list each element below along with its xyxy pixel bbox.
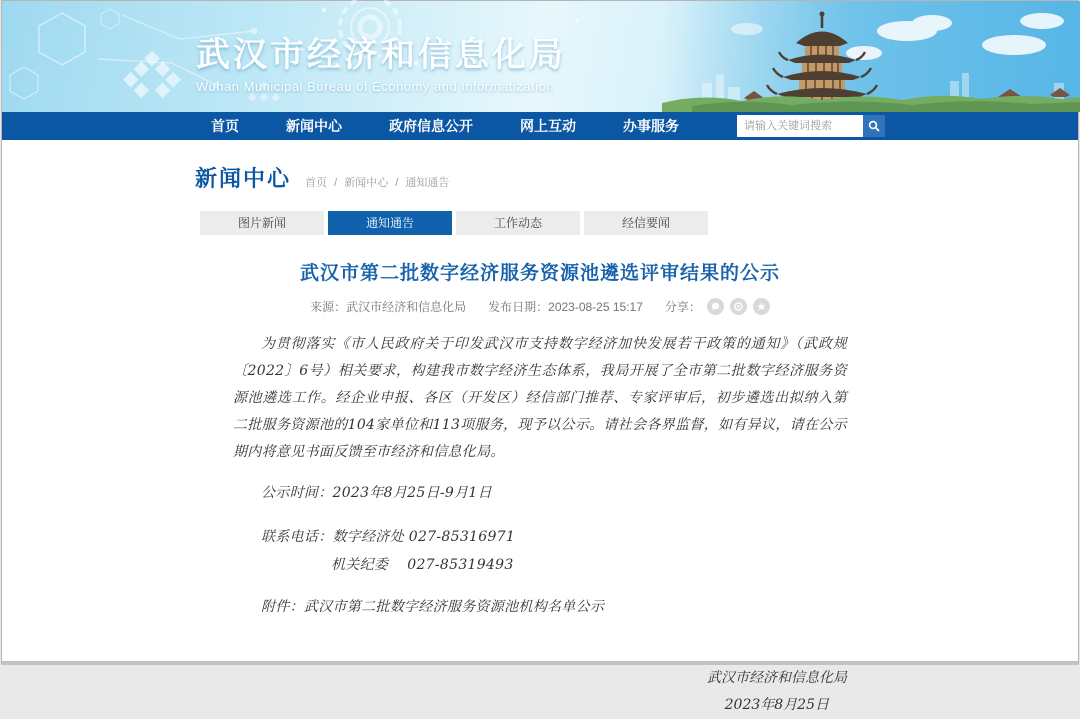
article-paragraph-phone2: 机关纪委 027-85319493 — [331, 557, 514, 573]
attachment-link[interactable]: 武汉市第二批数字经济服务资源池机构名单公示 — [303, 599, 605, 615]
meta-source — [310, 298, 466, 315]
tab-work-dynamics[interactable]: 工作动态 — [456, 211, 580, 235]
nav-item-news-center[interactable]: 新闻中心 — [286, 118, 342, 134]
search-icon — [868, 120, 880, 132]
share-chat-icon[interactable] — [707, 298, 724, 315]
page — [1, 0, 1079, 713]
tab-notice-announcement[interactable]: 通知通告 — [328, 211, 452, 235]
search-input[interactable] — [737, 115, 863, 137]
signature-org: 武汉市经济和信息化局 — [707, 670, 847, 686]
breadcrumb-separator: / — [395, 177, 399, 189]
breadcrumb-notices[interactable]: 通知通告 — [405, 177, 450, 189]
breadcrumb — [305, 174, 449, 190]
source-value: 武汉市经济和信息化局 — [346, 300, 467, 314]
nav-item-gov-info[interactable]: 政府信息公开 — [389, 118, 473, 134]
breadcrumb-separator: / — [334, 177, 338, 189]
tab-jingxin-news[interactable]: 经信要闻 — [584, 211, 708, 235]
section-header — [195, 162, 885, 193]
breadcrumb-news-center[interactable]: 新闻中心 — [344, 177, 389, 189]
article-title: 武汉市第二批数字经济服务资源池遴选评审结果的公示 — [299, 263, 780, 284]
share-circle-icon[interactable] — [730, 298, 747, 315]
nav-item-home[interactable]: 首页 — [211, 118, 239, 134]
share-star-icon[interactable] — [753, 298, 770, 315]
search-button[interactable] — [863, 115, 885, 137]
nav-item-services[interactable]: 办事服务 — [623, 118, 679, 134]
site-subtitle: Wuhan Municipal Bureau of Economy and Informatization — [196, 79, 554, 94]
attachment-label: 附件： — [261, 599, 304, 615]
navbar-inner — [195, 112, 885, 140]
article-paragraph-public-time: 公示时间：2023年8月25日-9月1日 — [261, 485, 492, 501]
article-paragraph-phone1: 联系电话：数字经济处 027-85316971 — [261, 529, 516, 545]
meta-share — [665, 298, 770, 315]
article-paragraph-attachment — [233, 594, 847, 621]
source-label: 来源： — [310, 300, 347, 314]
tab-photo-news[interactable]: 图片新闻 — [200, 211, 324, 235]
article-body — [195, 331, 885, 719]
meta-date — [488, 298, 643, 315]
nav-item-online-interaction[interactable]: 网上互动 — [520, 118, 576, 134]
header-banner — [2, 1, 1078, 112]
article-meta — [195, 298, 885, 315]
signature-date: 2023年8月25日 — [724, 697, 829, 713]
breadcrumb-home[interactable]: 首页 — [305, 177, 328, 189]
section-title: 新闻中心 — [195, 166, 292, 191]
article-paragraph-main: 为贯彻落实《市人民政府关于印发武汉市支持数字经济加快发展若干政策的通知》（武政规〔2022〕6号）相关要求，构建我市数字经济生态体系，我局开展了全市第二批数字经济服务资源池遴选工作。经企业申报、各区（开发区）经信部门推荐、专家评审后，初步遴选出拟纳入第二批服务资源池的104家单位和113项服务，现予以公示。请社会各界监督，如有异议，请在公示期内将意见书面反馈至市经济和信息化局。 — [233, 336, 847, 460]
site-identity — [196, 27, 566, 94]
main-navbar — [2, 112, 1078, 140]
date-label: 发布日期： — [488, 300, 549, 314]
news-tabs — [200, 211, 885, 235]
qr-code-decor — [123, 51, 181, 109]
search-group — [737, 115, 885, 137]
share-label: 分享： — [664, 300, 701, 314]
date-value: 2023-08-25 15:17 — [548, 300, 643, 314]
signature-block — [233, 665, 847, 719]
content-column — [195, 162, 885, 719]
hexagon-decor — [10, 9, 119, 99]
site-title: 武汉市经济和信息化局 — [196, 36, 566, 74]
